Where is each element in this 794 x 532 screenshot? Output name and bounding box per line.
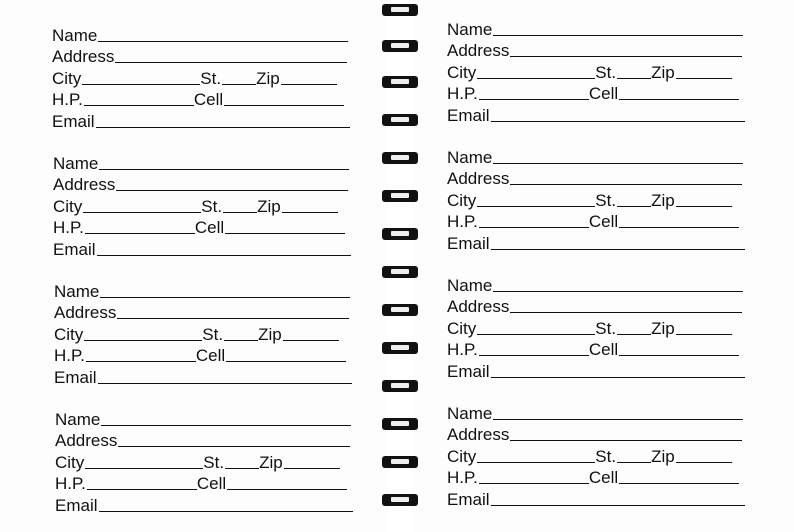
state-label: St.	[595, 319, 617, 338]
name-field[interactable]	[99, 169, 349, 170]
email-field[interactable]	[491, 377, 745, 378]
email-row	[447, 102, 745, 124]
phone-row	[447, 208, 739, 230]
address-row	[447, 293, 742, 315]
email-field[interactable]	[97, 255, 351, 256]
home-phone-label: H.P.	[447, 84, 478, 103]
city-field[interactable]	[83, 212, 201, 213]
cell-field[interactable]	[227, 489, 347, 490]
email-row	[53, 236, 351, 258]
city-field[interactable]	[82, 84, 200, 85]
city-field[interactable]	[477, 206, 595, 207]
city-row	[447, 443, 732, 465]
state-label: St.	[202, 325, 224, 344]
home-phone-field[interactable]	[87, 489, 197, 490]
home-phone-label: H.P.	[55, 474, 86, 493]
home-phone-label: H.P.	[54, 346, 85, 365]
address-row	[447, 165, 742, 187]
home-phone-field[interactable]	[86, 361, 196, 362]
city-label: City	[55, 453, 85, 472]
state-field[interactable]	[617, 334, 651, 335]
spiral-ring	[382, 76, 418, 88]
city-field[interactable]	[477, 462, 595, 463]
phone-row	[447, 336, 739, 358]
spiral-ring	[382, 266, 418, 278]
zip-field[interactable]	[676, 462, 732, 463]
city-row	[54, 321, 339, 343]
zip-field[interactable]	[676, 206, 732, 207]
state-label: St.	[203, 453, 225, 472]
spiral-ring	[382, 152, 418, 164]
cell-field[interactable]	[226, 361, 346, 362]
name-label: Name	[52, 26, 98, 45]
cell-label: Cell	[194, 218, 225, 237]
city-row	[53, 193, 338, 215]
zip-field[interactable]	[281, 84, 337, 85]
name-field[interactable]	[101, 425, 351, 426]
spiral-ring	[382, 456, 418, 468]
name-row	[53, 150, 349, 172]
email-field[interactable]	[96, 127, 350, 128]
name-label: Name	[447, 20, 493, 39]
email-field[interactable]	[98, 383, 352, 384]
spiral-ring	[382, 4, 418, 16]
address-field[interactable]	[510, 184, 742, 185]
address-row	[447, 421, 742, 443]
state-field[interactable]	[225, 468, 259, 469]
cell-label: Cell	[195, 346, 226, 365]
city-row	[52, 65, 337, 87]
cell-label: Cell	[196, 474, 227, 493]
city-label: City	[53, 197, 83, 216]
state-field[interactable]	[224, 340, 258, 341]
cell-label: Cell	[588, 212, 619, 231]
email-label: Email	[52, 112, 95, 131]
spiral-ring	[382, 190, 418, 202]
city-row	[447, 59, 732, 81]
zip-field[interactable]	[284, 468, 340, 469]
name-label: Name	[54, 282, 100, 301]
email-label: Email	[447, 234, 490, 253]
email-row	[52, 108, 350, 130]
address-row	[447, 37, 742, 59]
address-field[interactable]	[116, 190, 348, 191]
spiral-ring	[382, 228, 418, 240]
address-row	[54, 299, 349, 321]
name-label: Name	[447, 148, 493, 167]
address-field[interactable]	[510, 312, 742, 313]
email-label: Email	[447, 362, 490, 381]
address-field[interactable]	[510, 440, 742, 441]
state-label: St.	[201, 197, 223, 216]
home-phone-label: H.P.	[53, 218, 84, 237]
home-phone-field[interactable]	[479, 227, 589, 228]
home-phone-label: H.P.	[447, 468, 478, 487]
email-row	[55, 492, 353, 514]
name-row	[447, 16, 743, 38]
email-row	[54, 364, 352, 386]
city-field[interactable]	[477, 334, 595, 335]
zip-label: Zip	[651, 447, 675, 466]
name-field[interactable]	[100, 297, 350, 298]
email-field[interactable]	[99, 511, 353, 512]
city-label: City	[447, 63, 477, 82]
address-field[interactable]	[118, 446, 350, 447]
home-phone-label: H.P.	[447, 212, 478, 231]
phone-row	[55, 470, 347, 492]
address-label: Address	[53, 175, 116, 194]
zip-label: Zip	[256, 69, 280, 88]
name-label: Name	[55, 410, 101, 429]
cell-label: Cell	[588, 340, 619, 359]
spiral-ring	[382, 380, 418, 392]
city-label: City	[447, 319, 477, 338]
address-label: Address	[447, 297, 510, 316]
address-label: Address	[447, 425, 510, 444]
city-label: City	[447, 447, 477, 466]
address-row	[53, 171, 348, 193]
name-field[interactable]	[493, 35, 743, 36]
name-row	[55, 406, 351, 428]
city-row	[55, 449, 340, 471]
zip-field[interactable]	[282, 212, 338, 213]
email-row	[447, 358, 745, 380]
zip-label: Zip	[259, 453, 283, 472]
city-field[interactable]	[85, 468, 203, 469]
name-field[interactable]	[98, 41, 348, 42]
email-row	[447, 230, 745, 252]
address-row	[55, 427, 350, 449]
email-label: Email	[54, 368, 97, 387]
home-phone-label: H.P.	[447, 340, 478, 359]
city-label: City	[447, 191, 477, 210]
home-phone-field[interactable]	[479, 99, 589, 100]
zip-field[interactable]	[676, 78, 732, 79]
zip-label: Zip	[651, 319, 675, 338]
email-field[interactable]	[491, 505, 745, 506]
state-field[interactable]	[223, 212, 257, 213]
address-field[interactable]	[115, 62, 347, 63]
state-field[interactable]	[617, 462, 651, 463]
home-phone-field[interactable]	[85, 233, 195, 234]
phone-row	[447, 464, 739, 486]
home-phone-label: H.P.	[52, 90, 83, 109]
city-field[interactable]	[477, 78, 595, 79]
address-label: Address	[447, 41, 510, 60]
address-label: Address	[447, 169, 510, 188]
city-label: City	[54, 325, 84, 344]
name-label: Name	[447, 276, 493, 295]
phone-row	[447, 80, 739, 102]
state-field[interactable]	[617, 206, 651, 207]
address-label: Address	[55, 431, 118, 450]
cell-field[interactable]	[619, 355, 739, 356]
email-field[interactable]	[491, 121, 745, 122]
email-row	[447, 486, 745, 508]
home-phone-field[interactable]	[479, 483, 589, 484]
address-label: Address	[54, 303, 117, 322]
state-label: St.	[595, 447, 617, 466]
cell-field[interactable]	[224, 105, 344, 106]
cell-field[interactable]	[619, 227, 739, 228]
cell-field[interactable]	[225, 233, 345, 234]
email-label: Email	[447, 106, 490, 125]
spiral-ring	[382, 494, 418, 506]
phone-row	[53, 214, 345, 236]
city-row	[447, 315, 732, 337]
address-field[interactable]	[510, 56, 742, 57]
spiral-ring	[382, 418, 418, 430]
cell-field[interactable]	[619, 483, 739, 484]
address-field[interactable]	[117, 318, 349, 319]
spiral-ring	[382, 304, 418, 316]
home-phone-field[interactable]	[84, 105, 194, 106]
city-field[interactable]	[84, 340, 202, 341]
phone-row	[52, 86, 344, 108]
email-label: Email	[447, 490, 490, 509]
state-field[interactable]	[617, 78, 651, 79]
spiral-ring	[382, 342, 418, 354]
state-label: St.	[595, 191, 617, 210]
name-row	[54, 278, 350, 300]
name-label: Name	[53, 154, 99, 173]
name-row	[447, 400, 743, 422]
name-row	[447, 144, 743, 166]
state-label: St.	[595, 63, 617, 82]
address-row	[52, 43, 347, 65]
state-label: St.	[200, 69, 222, 88]
spiral-binding	[376, 0, 424, 532]
name-label: Name	[447, 404, 493, 423]
email-label: Email	[53, 240, 96, 259]
city-label: City	[52, 69, 82, 88]
email-field[interactable]	[491, 249, 745, 250]
zip-label: Zip	[651, 191, 675, 210]
phone-row	[54, 342, 346, 364]
zip-label: Zip	[257, 197, 281, 216]
name-row	[447, 272, 743, 294]
state-field[interactable]	[222, 84, 256, 85]
name-field[interactable]	[493, 419, 743, 420]
cell-label: Cell	[588, 84, 619, 103]
cell-field[interactable]	[619, 99, 739, 100]
zip-label: Zip	[258, 325, 282, 344]
cell-label: Cell	[193, 90, 224, 109]
cell-label: Cell	[588, 468, 619, 487]
spiral-ring	[382, 114, 418, 126]
zip-field[interactable]	[676, 334, 732, 335]
email-label: Email	[55, 496, 98, 515]
zip-field[interactable]	[283, 340, 339, 341]
name-field[interactable]	[493, 291, 743, 292]
name-field[interactable]	[493, 163, 743, 164]
home-phone-field[interactable]	[479, 355, 589, 356]
zip-label: Zip	[651, 63, 675, 82]
address-label: Address	[52, 47, 115, 66]
spiral-ring	[382, 40, 418, 52]
name-row	[52, 22, 348, 44]
city-row	[447, 187, 732, 209]
